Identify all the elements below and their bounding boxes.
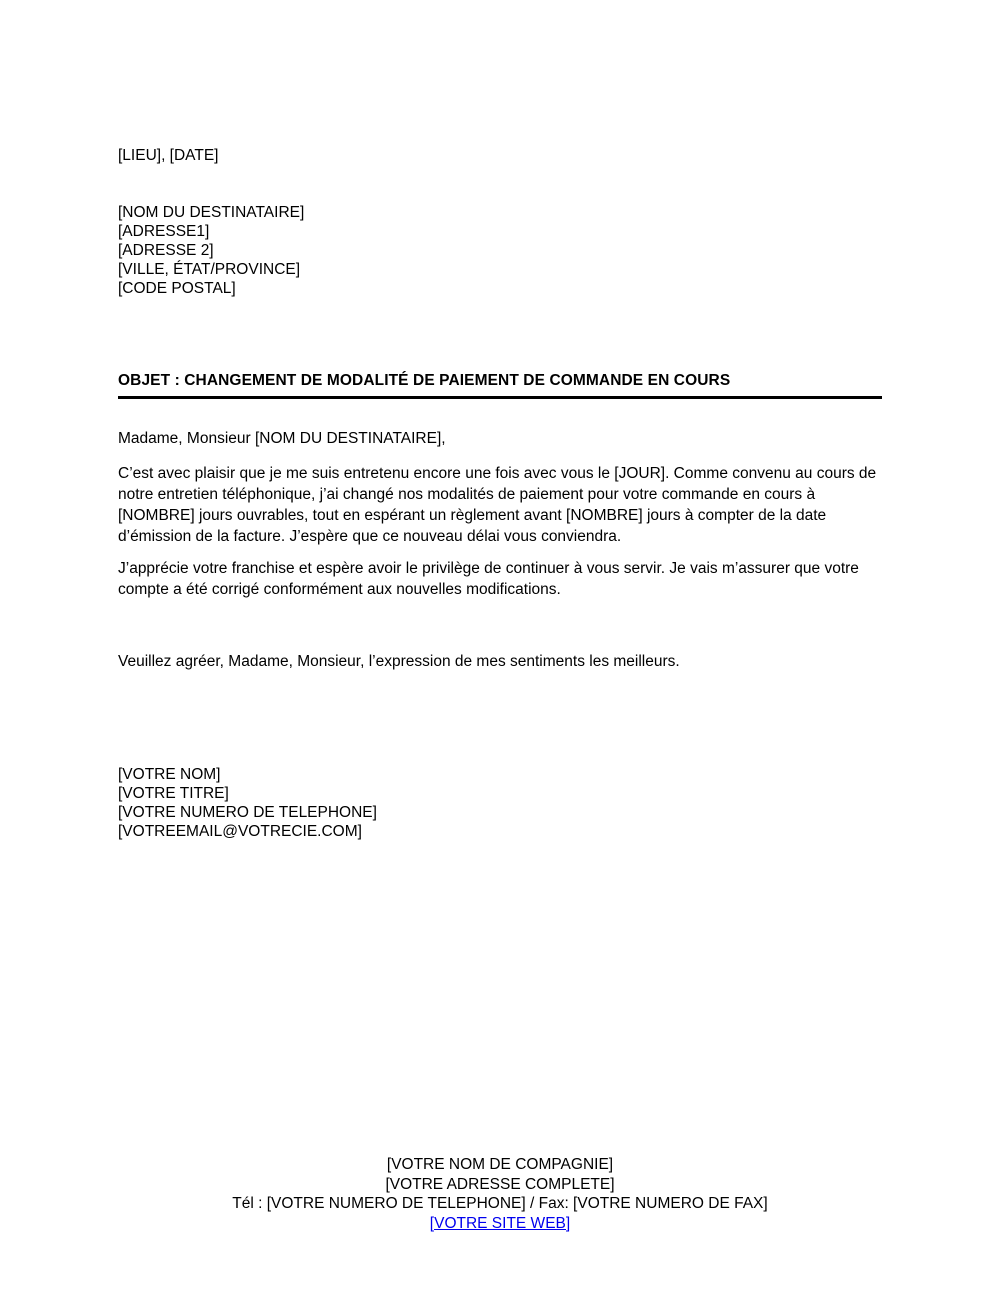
- recipient-city-line: [VILLE, ÉTAT/PROVINCE]: [118, 261, 301, 278]
- signature-name-line: [VOTRE NOM]: [118, 766, 221, 783]
- signature-title-line: [VOTRE TITRE]: [118, 785, 229, 802]
- footer-company-line: [VOTRE NOM DE COMPAGNIE]: [386, 1156, 614, 1173]
- website-link[interactable]: [VOTRE SITE WEB]: [429, 1214, 571, 1232]
- recipient-address-block: [118, 203, 884, 298]
- recipient-postal-code-line: [CODE POSTAL]: [118, 280, 236, 297]
- body-paragraph: C’est avec plaisir que je me suis entretenu encore une fois avec vous le [JOUR]. Comme convenu au cours de notre entretien téléphonique, j’ai changé nos modalités de paiement pour votre commande en cours à [NOMBRE] jours ouvrables, tout en espérant un règlement avant [NOMBRE] jours à compter de la date d’émission de la facture. J’espère que ce nouveau délai vous conviendra.: [118, 465, 877, 545]
- subject-underline-rule: [118, 396, 882, 399]
- body-paragraph: J’apprécie votre franchise et espère avoir le privilège de continuer à vous servir. Je vais m’assurer que votre compte a été corrigé conformément aux nouvelles modifications.: [118, 560, 859, 598]
- recipient-address2-line: [ADRESSE 2]: [118, 242, 214, 259]
- recipient-name-line: [NOM DU DESTINATAIRE]: [118, 204, 305, 221]
- subject-line: OBJET : CHANGEMENT DE MODALITÉ DE PAIEMENT DE COMMANDE EN COURS: [118, 372, 731, 389]
- recipient-address1-line: [ADRESSE1]: [118, 223, 210, 240]
- signature-phone-line: [VOTRE NUMERO DE TELEPHONE]: [118, 804, 377, 821]
- footer-tel-fax-line: Tél : [VOTRE NUMERO DE TELEPHONE] / Fax: [VOTRE NUMERO DE FAX]: [232, 1195, 768, 1212]
- signature-block: [118, 765, 884, 841]
- closing-line: Veuillez agréer, Madame, Monsieur, l’expression de mes sentiments les meilleurs.: [118, 653, 680, 670]
- signature-email-line: [VOTREEMAIL@VOTRECIE.COM]: [118, 823, 362, 840]
- place-date-line: [LIEU], [DATE]: [118, 147, 219, 164]
- salutation-line: Madame, Monsieur [NOM DU DESTINATAIRE],: [118, 430, 446, 447]
- footer-address-line: [VOTRE ADRESSE COMPLETE]: [385, 1175, 615, 1193]
- footer-block: [0, 1155, 1000, 1233]
